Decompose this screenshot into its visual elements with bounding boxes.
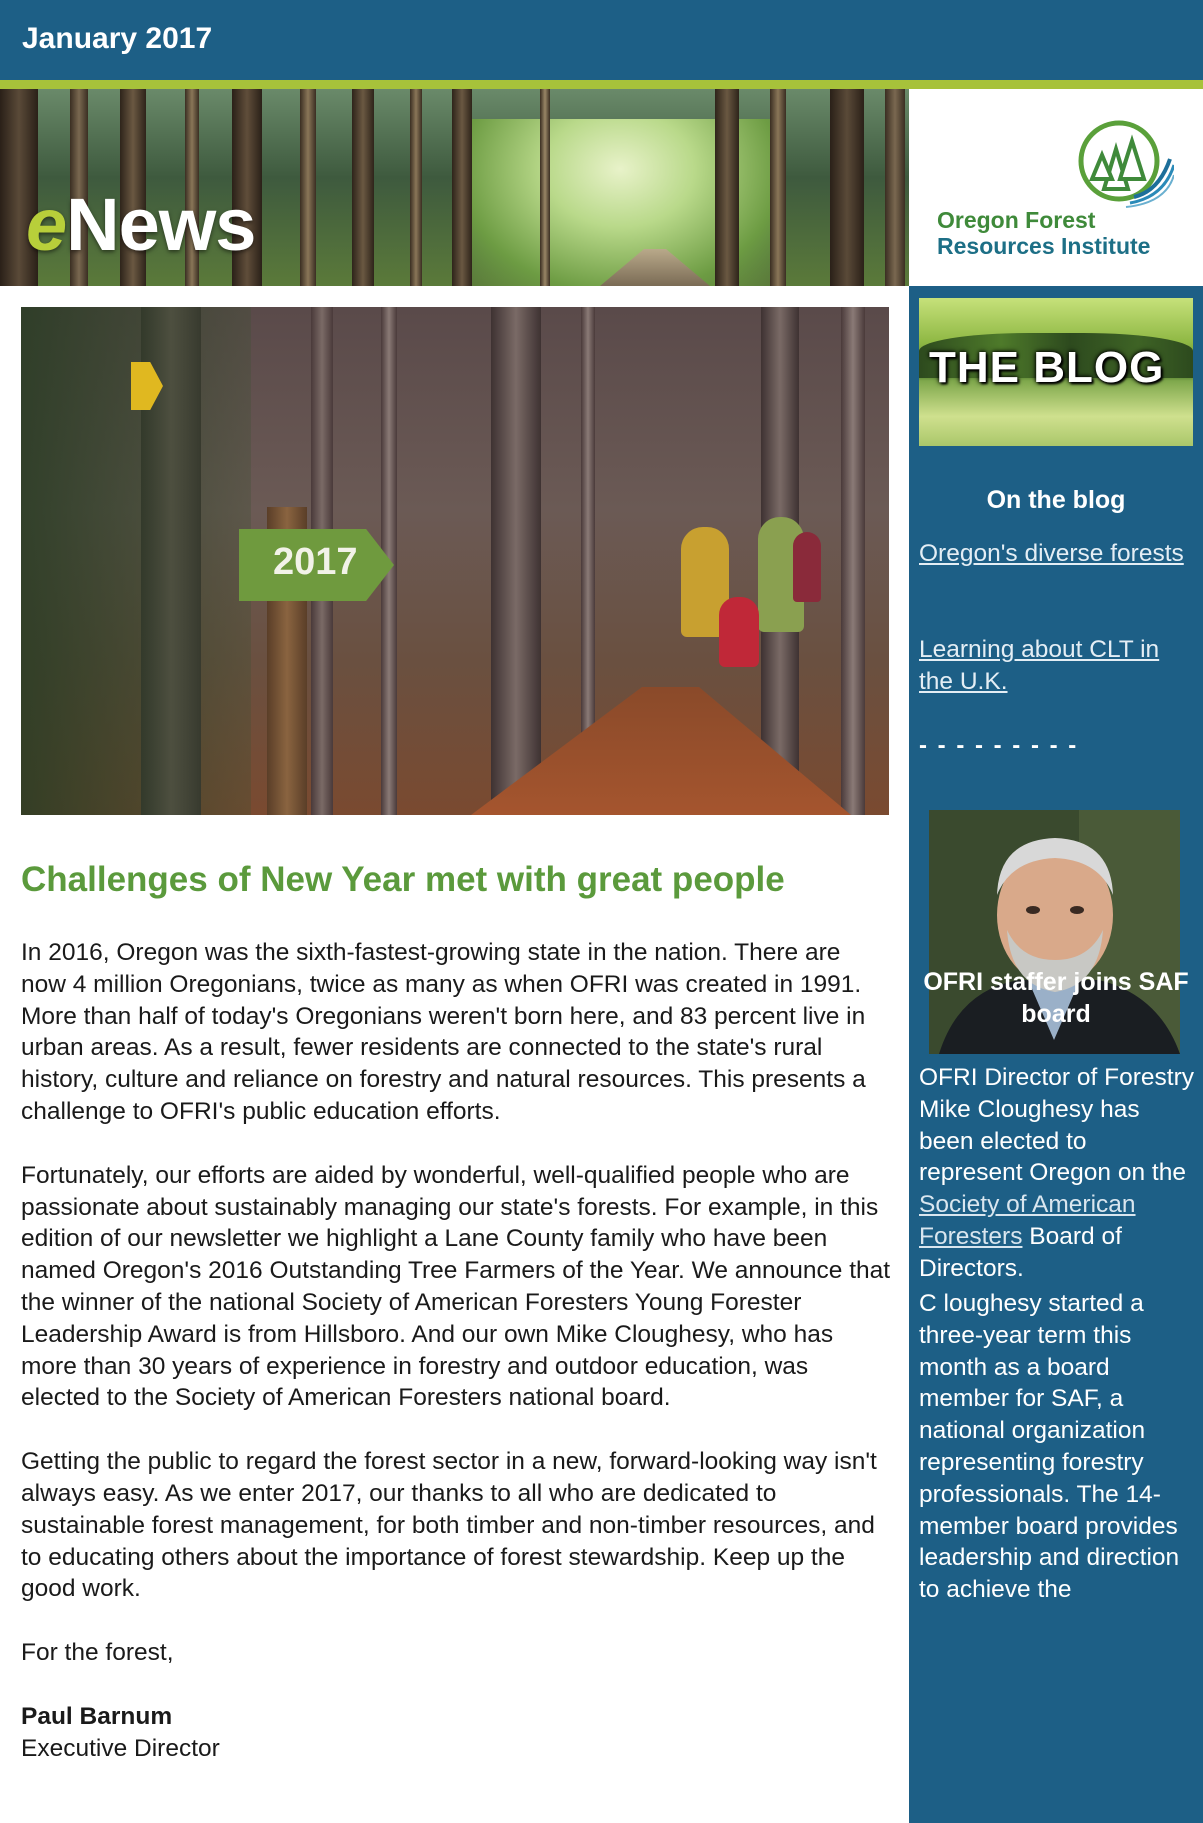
enews-title-e: e xyxy=(26,183,67,266)
signature-name: Paul Barnum xyxy=(21,1702,173,1730)
article-paragraph: Fortunately, our efforts are aided by wonderful, well-qualified people who are passionate about sustainably managing our state's forests. For example, in this edition of our newsletter we highlight a Lane County family who have been named Oregon's 2016 Outstanding Tree Farmers of the Year. We announce that the winner of the national Society of American Foresters Young Forester Leadership Award is from Hillsboro. And our own Mike Cloughesy, who has more than 30 years of experience in forestry and outdoor education, was elected to the Society of American Foresters national board. xyxy=(21,1161,891,1412)
tree-trunk xyxy=(770,89,786,286)
enews-title-rest: News xyxy=(66,183,256,266)
enews-title xyxy=(26,182,255,267)
article-body xyxy=(21,937,891,1765)
tree-trunk xyxy=(841,307,865,815)
sidebar-divider: - - - - - - - - - xyxy=(919,732,1079,759)
tree-trunk xyxy=(540,89,550,286)
blog-banner-label: THE BLOG xyxy=(929,343,1165,392)
article-paragraph: In 2016, Oregon was the sixth-fastest-growing state in the nation. There are now 4 million Oregonians, twice as many as when OFRI was created in 1991. More than half of today's Oregonians weren't born here, and 83 percent live in urban areas. As a result, fewer residents are connected to the state's rural history, culture and reliance on forestry and natural resources. This presents a challenge to OFRI's public education efforts. xyxy=(21,939,866,1125)
tree-trunk xyxy=(715,89,739,286)
child-hiker xyxy=(719,597,759,667)
staff-news-paragraph xyxy=(919,1062,1195,1285)
tree-trunk xyxy=(300,89,316,286)
enews-banner xyxy=(0,89,909,286)
logo-line-2: Resources Institute xyxy=(937,233,1151,259)
article-title: Challenges of New Year met with great people xyxy=(21,860,785,899)
header-bar xyxy=(0,0,1203,80)
closing-line: For the forest, xyxy=(21,1639,174,1667)
blog-link-diverse-forests[interactable]: Oregon's diverse forests xyxy=(919,540,1184,567)
blog-banner[interactable] xyxy=(919,298,1193,446)
staff-news-heading: OFRI staffer joins SAF board xyxy=(923,968,1189,1028)
signature-title: Executive Director xyxy=(21,1734,220,1762)
sign-year: 2017 xyxy=(273,541,358,583)
logo-wordmark xyxy=(937,207,1150,259)
issue-date: January 2017 xyxy=(22,22,213,55)
staff-news-text: OFRI Director of Forestry Mike Cloughesy has been elected to represent Oregon on the xyxy=(919,1064,1194,1187)
sidebar xyxy=(909,286,1203,1823)
hiker xyxy=(793,532,821,602)
on-the-blog-heading: On the blog xyxy=(986,486,1126,514)
article-paragraph: Getting the public to regard the forest sector in a new, forward-looking way isn't always easy. As we enter 2017, our thanks to all who are dedicated to sustainable forest management, for both timber and non-timber resources, and to educating others about the importance of forest stewardship. Keep up the good work. xyxy=(21,1448,877,1603)
tree-trunk xyxy=(410,89,422,286)
tree-trunk xyxy=(352,89,374,286)
hero-image xyxy=(21,307,889,815)
tree-trunk xyxy=(885,89,905,286)
staff-news-paragraph: C loughesy started a three-year term this month as a board member for SAF, a national organization representing forestry professionals. The 14-member board provides leadership and direction to achieve the xyxy=(919,1290,1180,1604)
tree-trunk xyxy=(830,89,864,286)
tree-trunk xyxy=(491,307,541,815)
logo-line-1: Oregon Forest xyxy=(937,207,1096,233)
tree-trunk xyxy=(452,89,472,286)
saf-link[interactable]: Society of American Foresters xyxy=(919,1191,1136,1250)
blog-link-clt-uk[interactable]: Learning about CLT in the U.K. xyxy=(919,636,1160,695)
trees-circle-logo-icon xyxy=(1074,119,1174,209)
ofri-logo[interactable] xyxy=(909,89,1203,286)
header-divider xyxy=(0,80,1203,89)
staff-news-text: Board of Directors. xyxy=(919,1222,1122,1282)
